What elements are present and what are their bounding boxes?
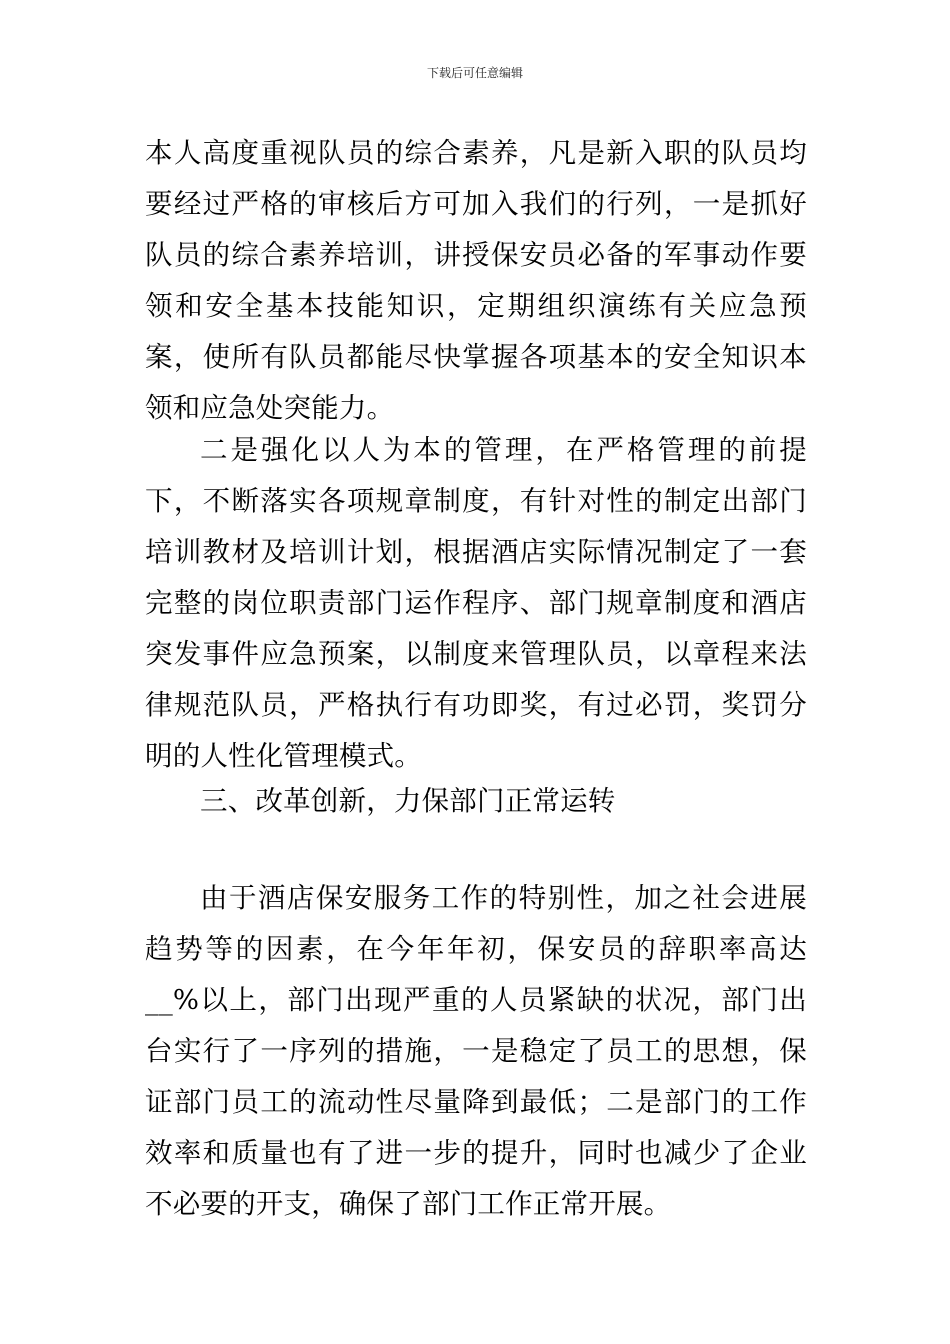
paragraph-staffing: 由于酒店保安服务工作的特别性，加之社会进展趋势等的因素，在今年年初，保安员的辞职率高达__%以上，部门出现严重的人员紧缺的状况，部门出台实行了一序列的措施，一是稳定了员工的思想，保证部门员工的流动性尽量降到最低；二是部门的工作效率和质量也有了进一步的提升，同时也减少了企业不必要的开支，确保了部门工作正常开展。 [145,882,807,1220]
paragraph-team-training: 本人高度重视队员的综合素养，凡是新入职的队员均要经过严格的审核后方可加入我们的行列，一是抓好队员的综合素养培训，讲授保安员必备的军事动作要领和安全基本技能知识，定期组织演练有关应急预案，使所有队员都能尽快掌握各项基本的安全知识本领和应急处突能力。 [145,137,807,424]
page-header-note: 下载后可任意编辑 [426,66,523,80]
paragraph-management: 二是强化以人为本的管理，在严格管理的前提下，不断落实各项规章制度，有针对性的制定出部门培训教材及培训计划，根据酒店实际情况制定了一套完整的岗位职责部门运作程序、部门规章制度和酒店突发事件应急预案，以制度来管理队员，以章程来法律规范队员，严格执行有功即奖，有过必罚，奖罚分明的人性化管理模式。 [145,434,807,772]
section-heading-reform: 三、改革创新，力保部门正常运转 [200,785,616,817]
